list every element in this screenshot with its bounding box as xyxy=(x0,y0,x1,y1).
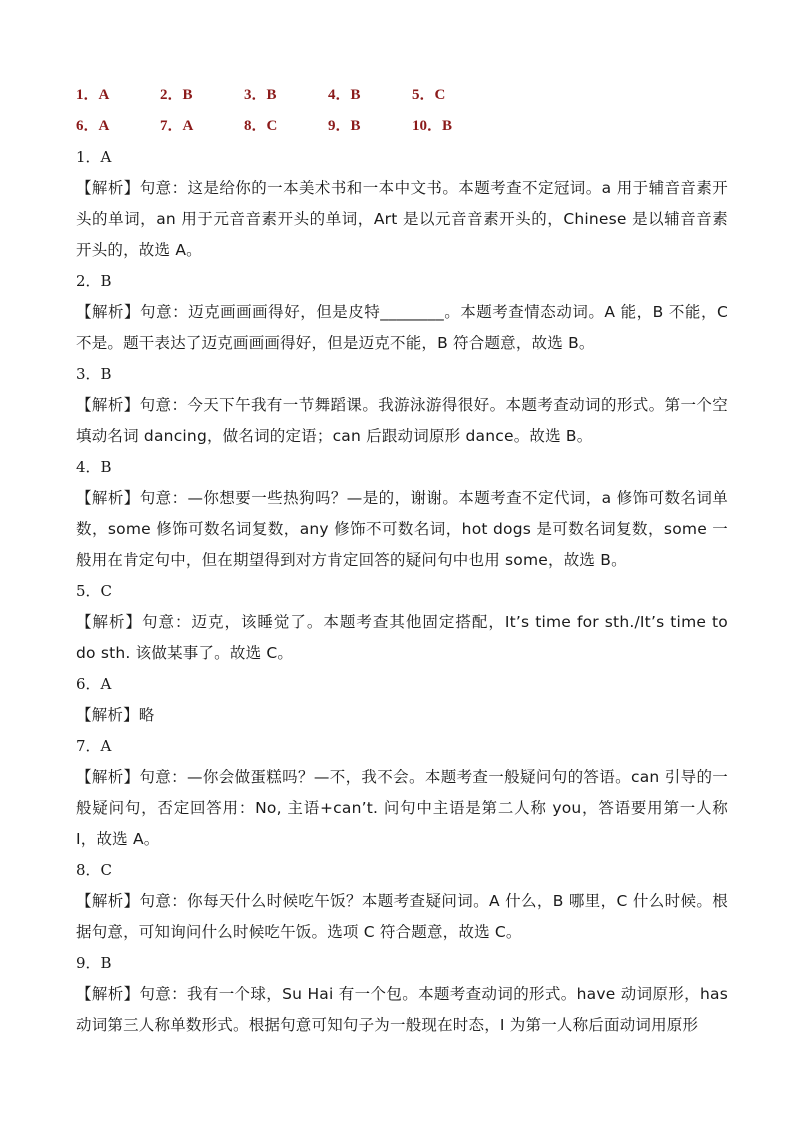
explanation-text: 【解析】句意：这是给你的一本美术书和一本中文书。本题考查不定冠词。a 用于辅音音素开头的单词，an 用于元音音素开头的单词，Art 是以元音音素开头的，Chinese 是以辅音音素开头的，故选 A。 xyxy=(76,179,728,259)
answer-3: 3．B xyxy=(244,87,277,103)
answer-row-2 xyxy=(76,109,728,140)
answer-4: 4．B xyxy=(328,87,361,103)
answer-9: 9．B xyxy=(328,118,361,134)
question-number: 5．C xyxy=(76,582,113,600)
explanation-text: 【解析】句意：—你想要一些热狗吗？—是的，谢谢。本题考查不定代词，a 修饰可数名词单数，some 修饰可数名词复数，any 修饰不可数名词，hot dogs 是可数名词复数，some 一般用在肯定句中，但在期望得到对方肯定回答的疑问句中也用 some，故选 B。 xyxy=(76,489,728,569)
explanation-text: 【解析】句意：迈克，该睡觉了。本题考查其他固定搭配，It’s time for sth./It’s time to do sth. 该做某事了。故选 C。 xyxy=(76,613,728,662)
answer-document xyxy=(76,78,728,1041)
explanation-text: 【解析】句意：今天下午我有一节舞蹈课。我游泳游得很好。本题考查动词的形式。第一个空填动名词 dancing，做名词的定语；can 后跟动词原形 dance。故选 B。 xyxy=(76,396,728,445)
explanation-text: 【解析】句意：我有一个球，Su Hai 有一个包。本题考查动词的形式。have 动词原形，has 动词第三人称单数形式。根据句意可知句子为一般现在时态，I 为第一人称后面动词用原形 xyxy=(76,985,728,1034)
answer-6: 6．A xyxy=(76,118,110,134)
question-number: 7．A xyxy=(76,737,112,755)
answer-1: 1．A xyxy=(76,87,110,103)
question-number: 3．B xyxy=(76,365,112,383)
answer-5: 5．C xyxy=(412,87,446,103)
explanation-text: 【解析】略 xyxy=(76,706,155,724)
question-number: 2．B xyxy=(76,272,112,290)
question-number: 1．A xyxy=(76,148,112,166)
question-number: 9．B xyxy=(76,954,112,972)
answer-row-1 xyxy=(76,78,728,109)
explanation-list xyxy=(76,142,728,1041)
explanation-text: 【解析】句意：迈克画画画得好，但是皮特________。本题考查情态动词。A 能，B 不能，C 不是。题干表达了迈克画画画得好，但是迈克不能，B 符合题意，故选 B。 xyxy=(76,303,728,352)
answer-2: 2．B xyxy=(160,87,193,103)
answer-7: 7．A xyxy=(160,118,194,134)
explanation-text: 【解析】句意：你每天什么时候吃午饭？本题考查疑问词。A 什么，B 哪里，C 什么时候。根据句意，可知询问什么时候吃午饭。选项 C 符合题意，故选 C。 xyxy=(76,892,728,941)
explanation-text: 【解析】句意：—你会做蛋糕吗？—不，我不会。本题考查一般疑问句的答语。can 引导的一般疑问句，否定回答用：No, 主语+can’t. 问句中主语是第二人称 you，答语要用第一人称 I，故选 A。 xyxy=(76,768,728,848)
answer-8: 8．C xyxy=(244,118,278,134)
question-number: 4．B xyxy=(76,458,112,476)
question-number: 8．C xyxy=(76,861,113,879)
answer-key xyxy=(76,78,728,140)
question-number: 6．A xyxy=(76,675,112,693)
answer-10: 10．B xyxy=(412,118,453,134)
